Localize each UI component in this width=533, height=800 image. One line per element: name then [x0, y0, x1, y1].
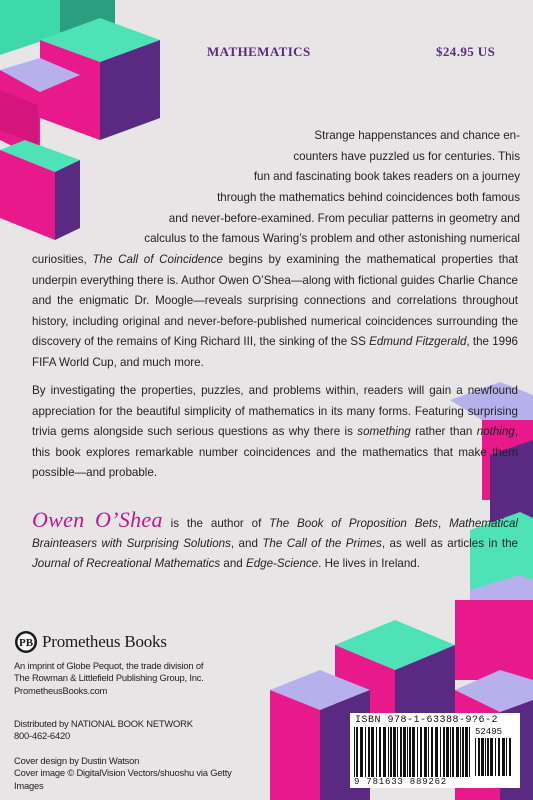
imprint-line: PrometheusBooks.com	[14, 684, 108, 696]
barcode-bar	[502, 738, 505, 776]
author-name: Owen O’Shea	[32, 507, 163, 532]
bio-text: , and	[230, 537, 263, 550]
blurb-text: , this book explores remarkable number coincidences and the mathematics that make them possible—and probable.	[32, 425, 518, 480]
publisher-emblem-icon	[14, 630, 38, 654]
barcode-digits: 9 781633 889262	[354, 777, 448, 787]
barcode-bar	[475, 738, 476, 776]
imprint-line: An imprint of Globe Pequot, the trade division of	[14, 660, 204, 671]
barcode-bar	[388, 727, 389, 777]
emphasis-italic: nothing	[476, 425, 515, 439]
blurb-line: calculus to the famous Waring’s problem and other astonishing numerical	[144, 232, 520, 246]
barcode-bar	[469, 727, 470, 777]
barcode-bar	[485, 738, 486, 776]
barcode-bar	[412, 727, 415, 777]
barcode-bar	[365, 727, 366, 777]
blurb-text: rather than	[410, 425, 477, 439]
barcode-bar	[356, 727, 358, 777]
blurb-line: Strange happenstances and chance en-	[314, 129, 520, 142]
barcode-bar	[371, 727, 374, 777]
bio-text: . He lives in Ireland.	[318, 557, 420, 570]
barcode-bar	[498, 738, 500, 776]
barcode-bar	[435, 727, 438, 777]
barcode-bar	[440, 727, 441, 777]
barcode-bar	[452, 727, 454, 777]
barcode-bar	[424, 727, 427, 777]
barcode-bar	[360, 727, 363, 777]
barcode-bar	[379, 727, 381, 777]
price-code: 52495	[475, 727, 503, 737]
barcode-bar	[443, 727, 445, 777]
emblem-letters: PB	[18, 637, 34, 649]
barcode-bar	[462, 727, 464, 777]
main-barcode	[354, 727, 472, 777]
publisher-imprint	[14, 660, 244, 697]
dist-line: 800-462-6420	[14, 730, 70, 742]
blurb-text: curiosities,	[32, 253, 93, 266]
blurb-paragraph-1-cont	[78, 188, 520, 250]
barcode-bar	[354, 727, 355, 777]
author-bio	[32, 507, 519, 574]
barcode-bar	[446, 727, 449, 777]
publisher-name: Prometheus Books	[42, 632, 167, 651]
book-title-italic: The Book of Proposition Bets	[269, 517, 438, 530]
blurb-line: counters have puzzled us for centuries. This	[293, 149, 520, 163]
journal-italic: Journal of Recreational Mathematics	[32, 557, 221, 570]
barcode-bar	[509, 738, 511, 776]
imprint-line: The Rowman & Littlefield Publishing Group, Inc.	[14, 672, 204, 684]
bio-text: is the author of	[162, 517, 270, 530]
addon-barcode	[475, 738, 515, 776]
barcode-panel	[350, 713, 520, 788]
barcode-bar	[506, 738, 507, 776]
bio-text: , as well as articles in the	[381, 537, 518, 550]
barcode-bar	[431, 727, 433, 777]
dist-line: Distributed by NATIONAL BOOK NETWORK	[14, 718, 193, 729]
barcode-bar	[487, 738, 489, 776]
journal-italic: Edge-Science	[245, 557, 319, 570]
barcode-bar	[390, 727, 392, 777]
barcode-bar	[383, 727, 386, 777]
emphasis-italic: something	[357, 425, 411, 439]
barcode-bar	[393, 727, 396, 777]
barcode-bar	[403, 727, 406, 777]
distributor-info	[14, 718, 244, 743]
blurb-text: , the 1996 FIFA World Cup, and much more.	[32, 335, 518, 369]
barcode-bar	[368, 727, 370, 777]
credit-line: Cover design by Dustin Watson	[14, 755, 140, 766]
barcode-bar	[450, 727, 451, 777]
barcode-bar	[407, 727, 408, 777]
barcode-bar	[417, 727, 418, 777]
price-label: $24.95 US	[436, 44, 496, 59]
blurb-line: through the mathematics behind coincidences both famous	[217, 191, 520, 204]
blurb-line: and never-before-examined. From peculiar patterns in geometry and	[168, 211, 520, 225]
barcode-bar	[420, 727, 422, 777]
barcode-bar	[376, 727, 377, 777]
blurb-text: begins by examining the mathematical properties that underpin everything there is. Author Owen O’Shea—along with fictional guides Charlie Chance and the enigmatic Dr. Moogle—reveals surprising connections and correlations throughout history, including original and never-before-published numerical coincidences surrounding the discovery of the remains of King Richard III, the sinking of the SS	[32, 253, 518, 349]
barcode-bar	[460, 727, 461, 777]
barcode-bar	[465, 727, 468, 777]
barcode-bar	[478, 738, 480, 776]
blurb-paragraph-2	[32, 381, 518, 484]
subject-category: MATHEMATICS	[207, 44, 311, 59]
bio-text: and	[220, 557, 246, 570]
barcode-bar	[490, 738, 493, 776]
credit-line: Cover image © DigitalVision Vectors/shuoshu via Getty Images	[14, 767, 232, 791]
bio-text: ,	[437, 517, 450, 530]
ship-name-italic: Edmund Fitzgerald	[369, 335, 467, 349]
book-title-italic: The Call of Coincidence	[92, 253, 223, 266]
blurb-text: By investigating the properties, puzzles, and problems within, readers will gain a newfound appreciation for the beautiful simplicity of mathematics in its many forms. Featuring surprising trivia gems alongside such serious questions as why there is	[32, 384, 518, 439]
blurb-paragraph-1-rest	[32, 250, 518, 374]
barcode-bar	[409, 727, 411, 777]
barcode-bar	[481, 738, 484, 776]
barcode-bar	[495, 738, 496, 776]
isbn-text: ISBN 978-1-63388-9?6-2	[355, 715, 499, 726]
barcode-bar	[428, 727, 429, 777]
book-title-italic: Mathematical Brainteasers with Surprising Solutions	[32, 517, 519, 550]
blurb-paragraph-1	[148, 126, 520, 188]
barcode-bar	[456, 727, 459, 777]
cover-credits	[14, 755, 254, 792]
barcode-bar	[400, 727, 402, 777]
publisher-logo	[14, 630, 167, 654]
book-title-italic: The Call of the Primes	[262, 537, 382, 550]
barcode-bar	[397, 727, 398, 777]
blurb-line: fun and fascinating book takes readers on a journey	[253, 170, 520, 184]
